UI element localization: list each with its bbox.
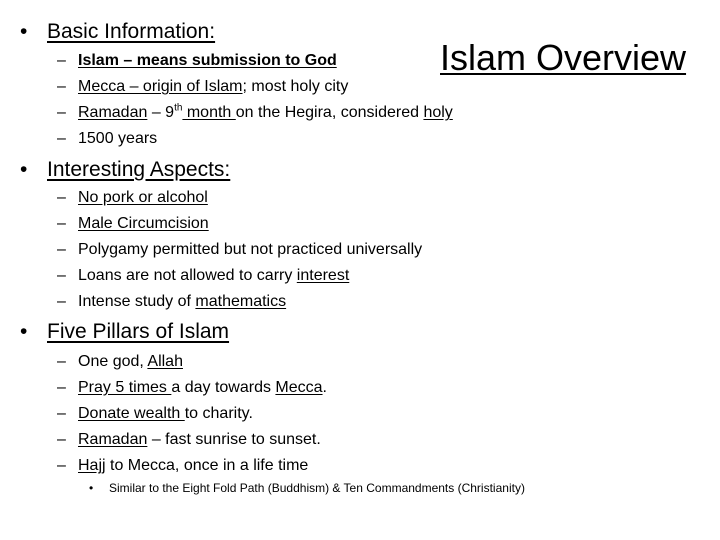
item-text: Intense study of mathematics (78, 293, 287, 310)
dash-icon: – (57, 215, 66, 232)
sub-note (89, 480, 525, 496)
slide-title: Islam Overview (440, 37, 687, 78)
item-text: Loans are not allowed to carry interest (78, 267, 350, 284)
dash-icon: – (57, 379, 66, 396)
item-text: Ramadan – 9th month on the Hegira, considered holy (78, 102, 453, 121)
item-text: Male Circumcision (78, 215, 209, 232)
bullet-icon: • (20, 20, 28, 43)
dash-icon: – (57, 130, 66, 147)
item-text: 1500 years (78, 130, 158, 147)
dash-icon: – (57, 353, 66, 370)
dash-icon: – (57, 267, 66, 284)
item-text: Donate wealth to charity. (78, 405, 253, 422)
dash-icon: – (57, 189, 66, 206)
item-text: Islam – means submission to God (78, 52, 337, 69)
dash-icon: – (57, 431, 66, 448)
dash-icon: – (57, 405, 66, 422)
note-text: Similar to the Eight Fold Path (Buddhism) & Ten Commandments (Christianity) (109, 481, 525, 495)
dash-icon: – (57, 104, 66, 121)
dash-icon: – (57, 457, 66, 474)
bullet-icon: • (20, 158, 28, 181)
heading-text: Five Pillars of Islam (47, 320, 230, 343)
item-text: Polygamy permitted but not practiced universally (78, 241, 423, 258)
dash-icon: – (57, 52, 66, 69)
dash-icon: – (57, 293, 66, 310)
dash-icon: – (57, 241, 66, 258)
item-text: No pork or alcohol (78, 189, 208, 206)
item-text: One god, Allah (78, 353, 183, 370)
heading-text: Basic Information: (47, 20, 216, 43)
bullet-icon: • (20, 320, 28, 343)
bullet-icon: • (89, 481, 94, 495)
item-text: Pray 5 times a day towards Mecca. (78, 379, 327, 396)
heading-text: Interesting Aspects: (47, 158, 231, 181)
dash-icon: – (57, 78, 66, 95)
item-text: Ramadan – fast sunrise to sunset. (78, 431, 321, 448)
item-text: Mecca – origin of Islam; most holy city (78, 78, 349, 95)
item-text: Hajj to Mecca, once in a life time (78, 457, 309, 474)
